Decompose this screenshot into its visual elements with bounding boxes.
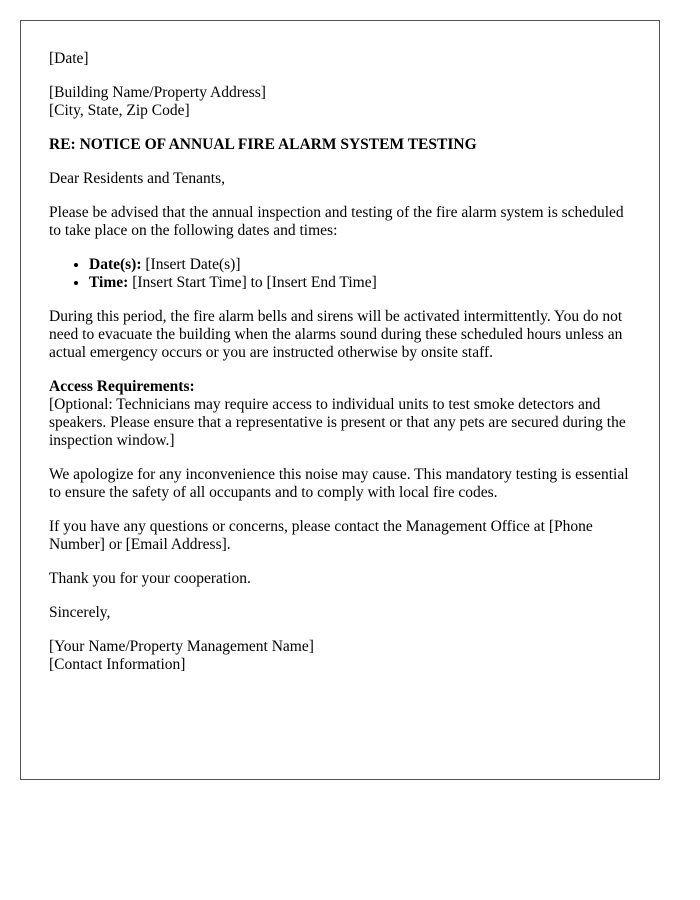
address-line-2: [City, State, Zip Code] [49,102,190,119]
closing-line: Sincerely, [49,604,111,621]
signature-line-1: [Your Name/Property Management Name] [49,638,314,655]
time-value: [Insert Start Time] to [Insert End Time] [128,274,377,291]
salutation: Dear Residents and Tenants, [49,170,225,187]
subject-line: RE: NOTICE OF ANNUAL FIRE ALARM SYSTEM TESTING [49,136,477,153]
access-heading: Access Requirements: [49,378,195,395]
letter-page [20,20,660,780]
contact-paragraph: If you have any questions or concerns, please contact the Management Office at [Phone Number] or [Email Address]. [49,518,593,553]
apology-paragraph: We apologize for any inconvenience this noise may cause. This mandatory testing is essential to ensure the safety of all occupants and to comply with local fire codes. [49,466,629,501]
during-period-paragraph: During this period, the fire alarm bells and sirens will be activated intermittently. You do not need to evacuate the building when the alarms sound during these scheduled hours unless an actual emergency occurs or you are instructed otherwise by onsite staff. [49,308,623,361]
intro-paragraph: Please be advised that the annual inspection and testing of the fire alarm system is scheduled to take place on the following dates and times: [49,204,624,239]
recipient-address [49,84,631,120]
dates-label: Date(s): [89,256,142,273]
letter-date: [Date] [49,50,89,67]
address-line-1: [Building Name/Property Address] [49,84,266,101]
dates-value: [Insert Date(s)] [141,256,241,273]
list-item-dates [89,256,631,274]
list-item-time [89,274,631,292]
time-label: Time: [89,274,129,291]
schedule-list [49,256,631,292]
signature-line-2: [Contact Information] [49,656,186,673]
thanks-line: Thank you for your cooperation. [49,570,251,587]
access-requirements-section [49,378,631,450]
access-text: [Optional: Technicians may require access to individual units to test smoke detectors and speakers. Please ensure that a representative is present or that any pets are secured during the inspection window.] [49,396,626,449]
signature-block [49,638,631,674]
